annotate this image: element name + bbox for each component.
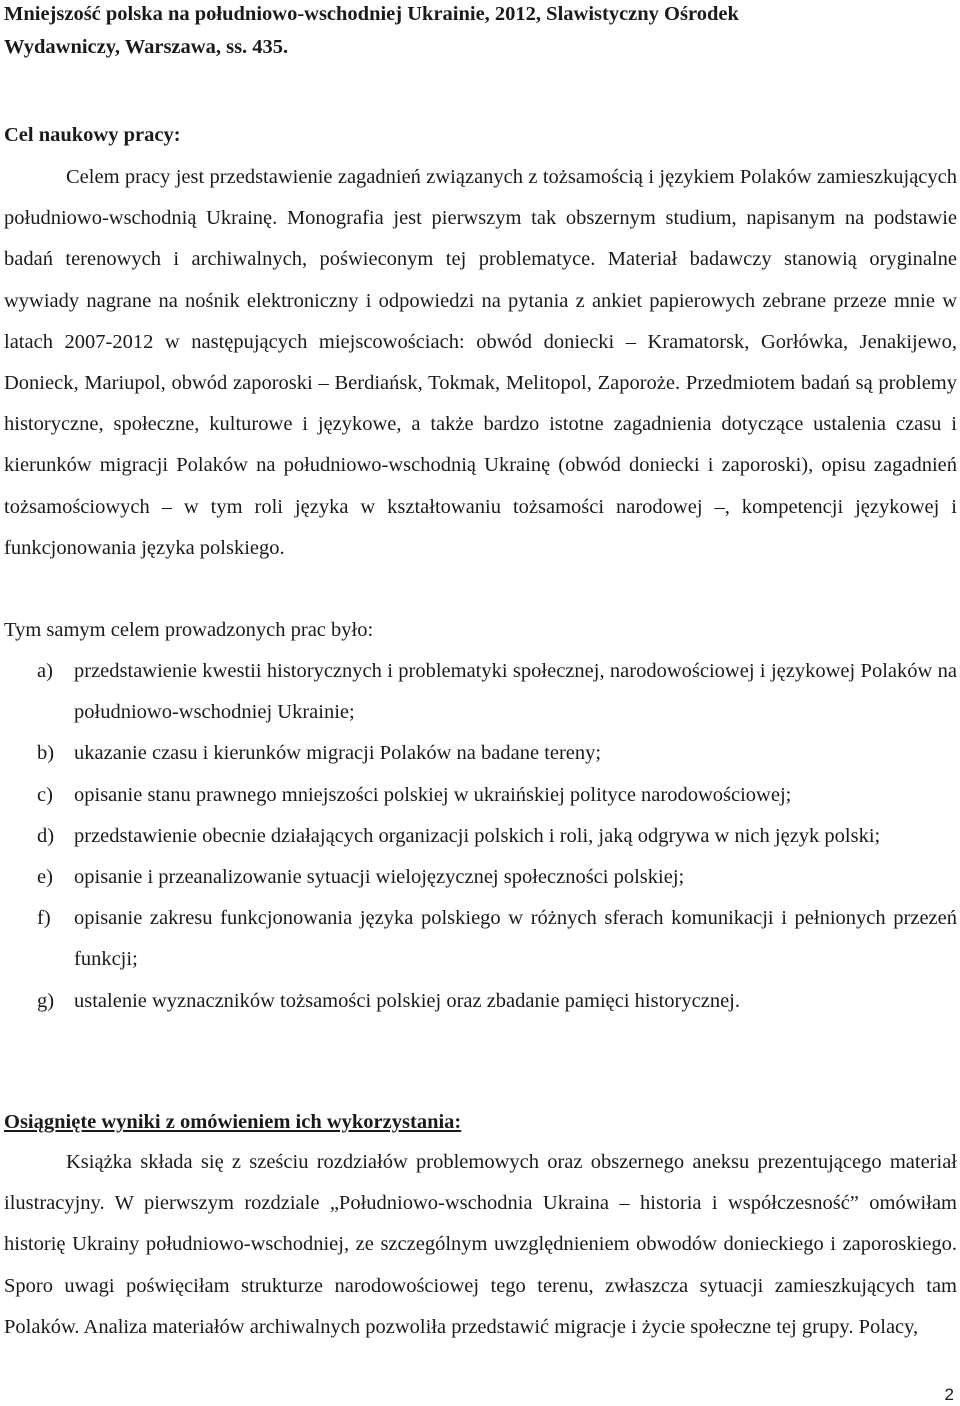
list-item-text: przedstawienie kwestii historycznych i problematyki społecznej, narodowościowej i językowej Polaków na południowo-wschodniej Ukrainie; (74, 660, 957, 724)
list-marker: c) (37, 783, 53, 806)
goal-heading: Cel naukowy pracy: (4, 124, 181, 146)
list-item (4, 651, 957, 733)
goal-paragraph: Celem pracy jest przedstawienie zagadnień związanych z tożsamością i językiem Polaków zamieszkujących południowo-wschodnią Ukrainę. Monografia jest pierwszym tak obszernym studium, napisanym na podstawie badań terenowych i archiwalnych, poświeconym tej problematyce. Materiał badawczy stanowią oryginalne wywiady nagrane na nośnik elektroniczny i odpowiedzi na pytania z ankiet papierowych zebrane przeze mnie w latach 2007-2012 w następujących miejscowościach: obwód doniecki – Kramatorsk, Gorłówka, Jenakijewo, Donieck, Mariupol, obwód zaporoski – Berdiańsk, Tokmak, Melitopol, Zaporoże. Przedmiotem badań są problemy historyczne, społeczne, kulturowe i językowe, a także bardzo istotne zagadnienia dotyczące ustalenia czasu i kierunków migracji Polaków na południowo-wschodnią Ukrainę (obwód doniecki i zaporoski), opisu zagadnień tożsamościowych – w tym roli języka w kształtowaniu tożsamości narodowej –, kompetencji językowej i funkcjonowania języka polskiego. (4, 166, 957, 559)
list-item-text: przedstawienie obecnie działających organizacji polskich i roli, jaką odgrywa w nich język polski; (74, 824, 881, 847)
goal-list-intro: Tym samym celem prowadzonych prac było: (4, 619, 374, 641)
results-paragraph: Książka składa się z sześciu rozdziałów problemowych oraz obszernego aneksu prezentującego materiał ilustracyjny. W pierwszym rozdziale „Południowo-wschodnia Ukraina – historia i współczesność” omówiłam historię Ukrainy południowo-wschodniej, ze szczególnym uwzględnieniem obwodów donieckiego i zaporoskiego. Sporo uwagi poświęciłam strukturze narodowościowej tego terenu, zwłaszcza sytuacji zamieszkujących tam Polaków. Analiza materiałów archiwalnych pozwoliła przedstawić migracje i życie społeczne tej grupy. Polacy, (4, 1151, 957, 1338)
list-item-text: ukazanie czasu i kierunków migracji Polaków na badane tereny; (74, 742, 602, 765)
list-marker: b) (37, 742, 55, 765)
list-item (4, 857, 957, 898)
list-item-text: opisanie zakresu funkcjonowania języka polskiego w różnych sferach komunikacji i pełnionych przezeń funkcji; (74, 907, 957, 971)
list-marker: e) (37, 866, 53, 889)
list-marker: d) (37, 824, 55, 847)
citation-line-1: Mniejszość polska na południowo-wschodniej Ukrainie, 2012, Slawistyczny Ośrodek (4, 3, 739, 25)
list-marker: a) (37, 660, 53, 682)
page-number: 2 (944, 1385, 954, 1404)
list-item-text: ustalenie wyznaczników tożsamości polskiej oraz zbadanie pamięci historycznej. (74, 989, 740, 1012)
goal-list (4, 651, 957, 1022)
citation (4, 0, 957, 61)
list-item-text: opisanie stanu prawnego mniejszości polskiej w ukraińskiej polityce narodowościowej; (74, 783, 792, 806)
list-item (4, 898, 957, 980)
list-marker: g) (37, 989, 55, 1012)
list-marker: f) (37, 907, 51, 930)
list-item (4, 733, 957, 774)
citation-line-2: Wydawniczy, Warszawa, ss. 435. (4, 36, 289, 58)
list-item (4, 816, 957, 857)
list-item (4, 981, 957, 1022)
results-heading: Osiągnięte wyniki z omówieniem ich wykorzystania: (4, 1111, 462, 1133)
list-item-text: opisanie i przeanalizowanie sytuacji wielojęzycznej społeczności polskiej; (74, 866, 685, 889)
list-item (4, 775, 957, 816)
